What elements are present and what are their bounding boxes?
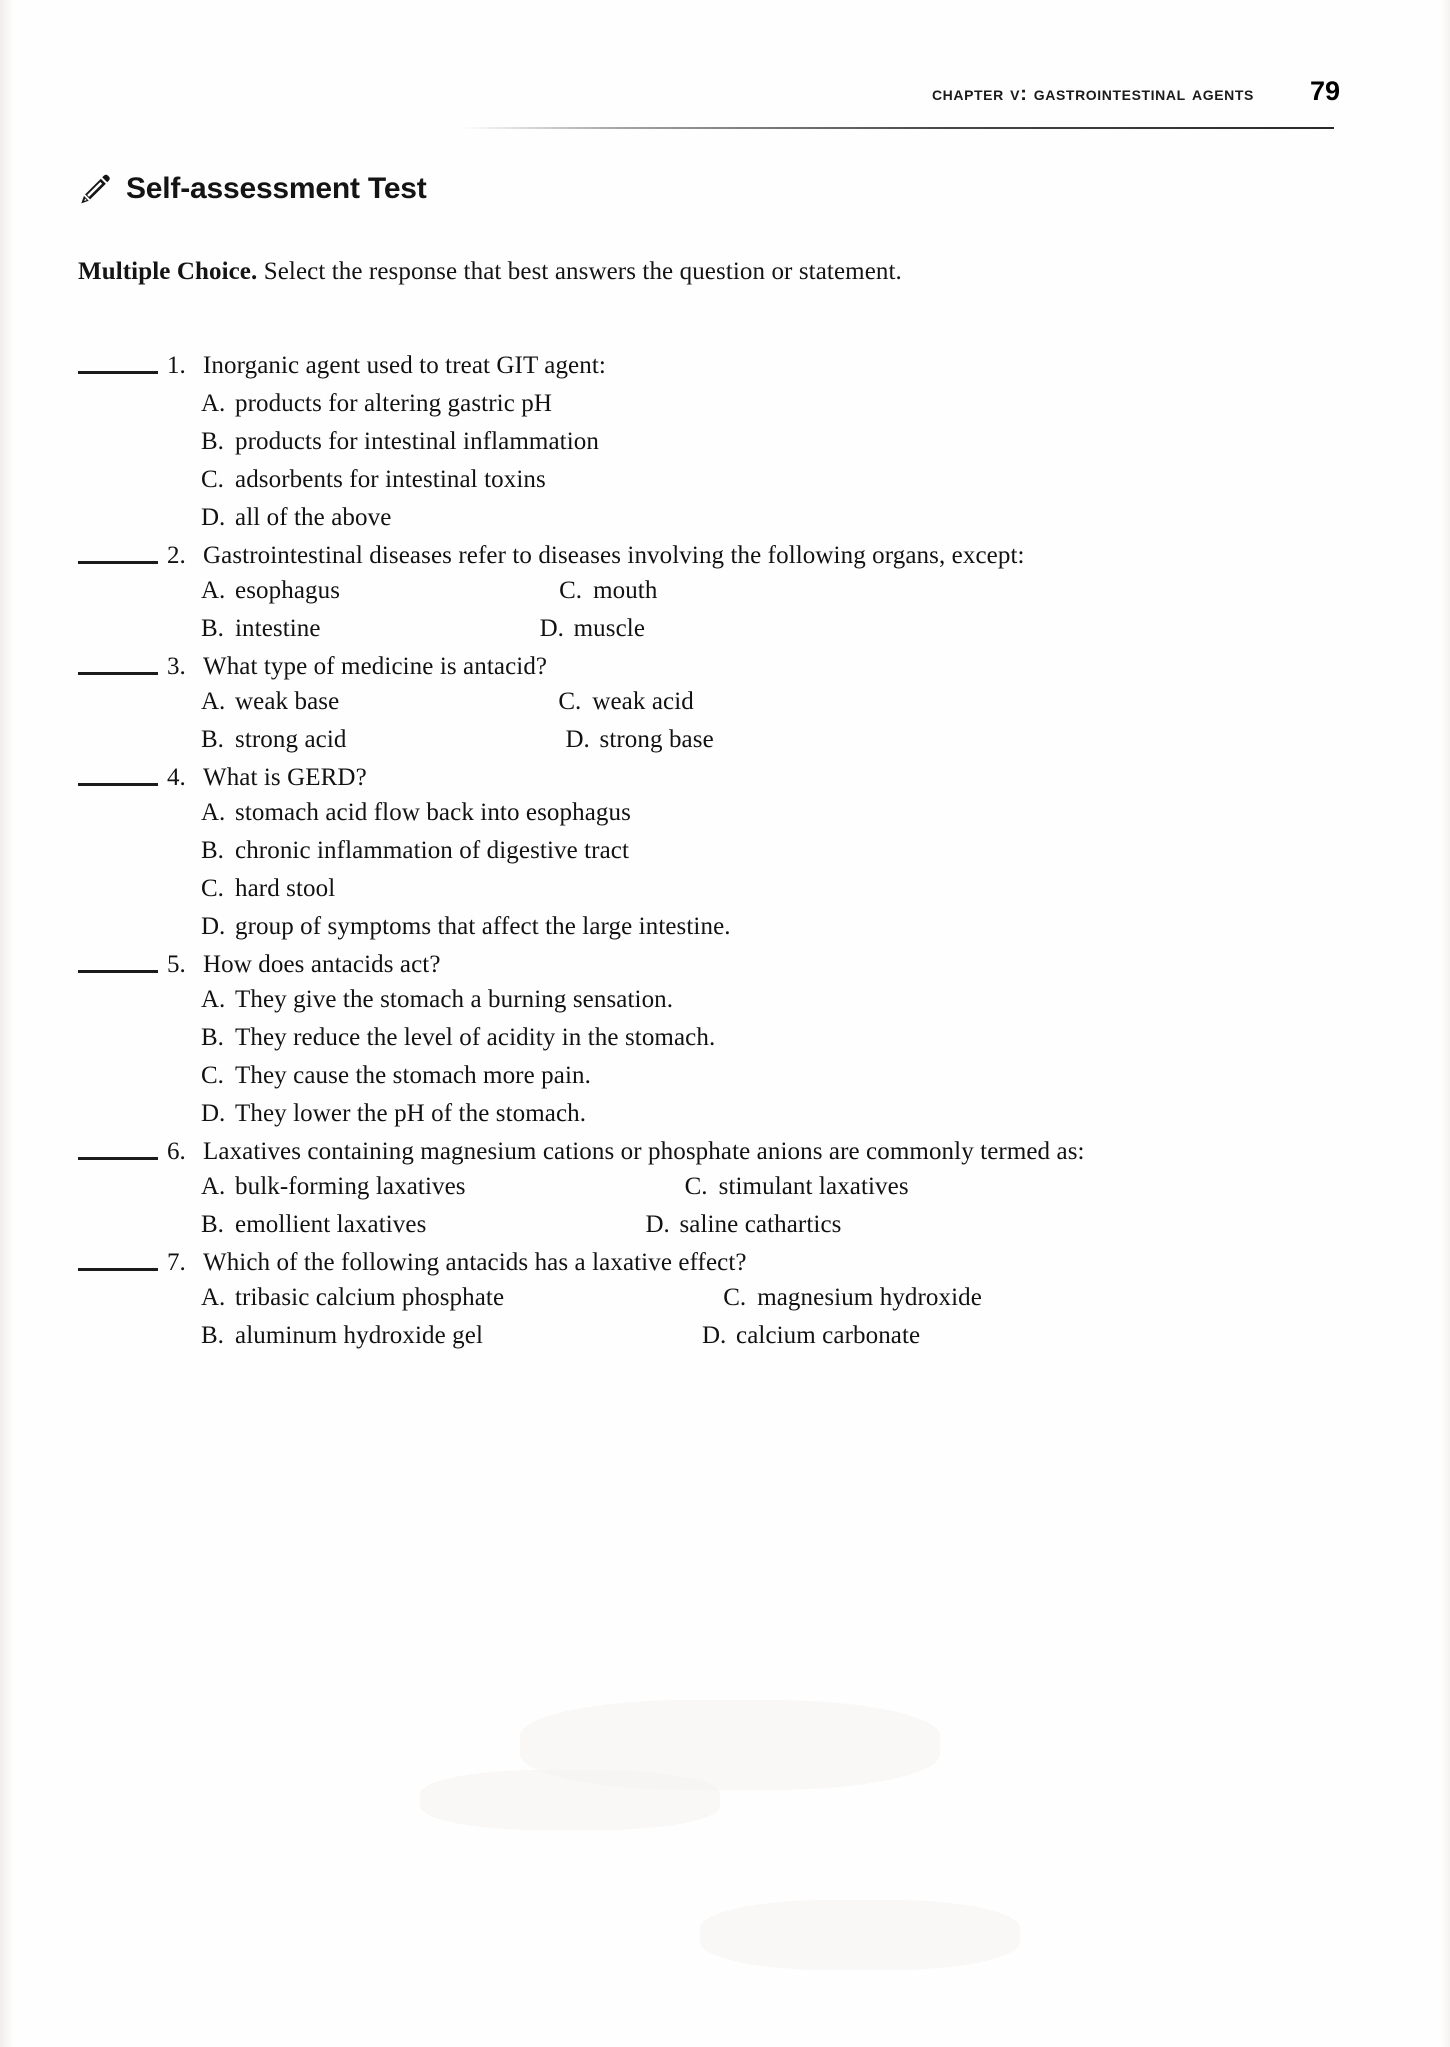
instructions-line	[78, 258, 902, 286]
option-letter: D.	[201, 504, 226, 531]
option-row	[78, 1173, 1348, 1201]
option-letter: A.	[201, 1284, 226, 1311]
question-number: 4.	[167, 764, 186, 791]
option-letter: B.	[201, 837, 224, 864]
option-text: all of the above	[235, 504, 392, 531]
instructions-text: Select the response that best answers the question or statement.	[257, 258, 902, 285]
option-letter: A.	[201, 1173, 226, 1200]
option-group	[78, 1284, 1348, 1350]
option-letter: D.	[201, 1100, 226, 1127]
option-item[interactable]	[78, 577, 340, 605]
answer-blank[interactable]	[78, 1268, 158, 1271]
option-item[interactable]	[78, 726, 347, 754]
option-letter: B.	[201, 615, 224, 642]
option-letter: B.	[201, 1211, 224, 1238]
option-letter: A.	[201, 688, 226, 715]
answer-blank[interactable]	[78, 371, 158, 374]
option-letter: A.	[201, 799, 226, 826]
option-text: products for intestinal inflammation	[235, 428, 599, 455]
question-item	[78, 542, 1348, 643]
option-item[interactable]	[466, 1173, 909, 1201]
option-text: They cause the stomach more pain.	[235, 1062, 591, 1089]
question-header	[78, 352, 1348, 380]
question-number: 1.	[167, 352, 186, 379]
option-item[interactable]	[78, 504, 1348, 532]
option-item[interactable]	[347, 726, 714, 754]
option-text: weak base	[235, 688, 340, 715]
option-item[interactable]	[504, 1284, 982, 1312]
option-letter: D.	[539, 615, 564, 642]
option-item[interactable]	[321, 615, 645, 643]
option-letter: A.	[201, 577, 226, 604]
question-text: Which of the following antacids has a laxative effect?	[203, 1249, 747, 1276]
option-text: weak acid	[592, 688, 694, 715]
option-item[interactable]	[78, 615, 321, 643]
answer-blank[interactable]	[78, 970, 158, 973]
scan-artifact	[700, 1900, 1020, 1970]
option-text: stimulant laxatives	[718, 1173, 909, 1200]
answer-blank[interactable]	[78, 1157, 158, 1160]
question-text: Gastrointestinal diseases refer to diseases involving the following organs, except:	[203, 542, 1025, 569]
option-group	[78, 577, 1348, 643]
option-row	[78, 577, 1348, 605]
question-item	[78, 1138, 1348, 1239]
scan-edge-right	[1440, 0, 1450, 2047]
section-heading	[78, 172, 427, 206]
option-letter: B.	[201, 1024, 224, 1051]
question-header	[78, 1249, 1348, 1277]
option-item[interactable]	[483, 1322, 920, 1350]
option-group	[78, 1173, 1348, 1239]
question-text: What type of medicine is antacid?	[203, 653, 548, 680]
option-row	[78, 1284, 1348, 1312]
option-text: chronic inflammation of digestive tract	[235, 837, 630, 864]
scan-artifact	[520, 1700, 940, 1790]
scan-edge-left	[0, 0, 14, 2047]
option-text: muscle	[573, 615, 646, 642]
question-item	[78, 951, 1348, 1128]
option-letter: D.	[201, 913, 226, 940]
running-head	[420, 76, 1340, 107]
option-letter: C.	[201, 466, 224, 493]
answer-blank[interactable]	[78, 672, 158, 675]
option-text: They lower the pH of the stomach.	[235, 1100, 587, 1127]
option-item[interactable]	[78, 428, 1348, 456]
option-group	[78, 688, 1348, 754]
option-text: magnesium hydroxide	[757, 1284, 982, 1311]
option-letter: C.	[201, 875, 224, 902]
option-group	[78, 986, 1348, 1128]
answer-blank[interactable]	[78, 561, 158, 564]
option-text: aluminum hydroxide gel	[235, 1322, 483, 1349]
question-text: How does antacids act?	[203, 951, 441, 978]
answer-blank[interactable]	[78, 783, 158, 786]
question-header	[78, 951, 1348, 979]
question-item	[78, 653, 1348, 754]
question-number: 2.	[167, 542, 186, 569]
question-number: 3.	[167, 653, 186, 680]
question-header	[78, 542, 1348, 570]
question-number: 7.	[167, 1249, 186, 1276]
option-text: mouth	[593, 577, 658, 604]
option-item[interactable]	[78, 799, 1348, 827]
option-item[interactable]	[78, 1024, 1348, 1052]
question-header	[78, 1138, 1348, 1166]
question-text: Laxatives containing magnesium cations or phosphate anions are commonly termed as:	[203, 1138, 1085, 1165]
option-text: stomach acid flow back into esophagus	[235, 799, 631, 826]
instructions-label: Multiple Choice.	[78, 258, 258, 285]
question-item	[78, 1249, 1348, 1350]
question-item	[78, 764, 1348, 941]
option-item[interactable]	[78, 986, 1348, 1014]
option-item[interactable]	[78, 1322, 483, 1350]
option-letter: D.	[565, 726, 590, 753]
question-header	[78, 764, 1348, 792]
question-text: Inorganic agent used to treat GIT agent:	[203, 352, 606, 379]
option-text: They give the stomach a burning sensation.	[235, 986, 674, 1013]
option-item[interactable]	[78, 1062, 1348, 1090]
question-number: 5.	[167, 951, 186, 978]
option-row	[78, 726, 1348, 754]
option-letter: B.	[201, 428, 224, 455]
option-letter: C.	[558, 688, 582, 715]
option-item[interactable]	[78, 390, 1348, 418]
option-item[interactable]	[78, 1211, 426, 1239]
option-text: products for altering gastric pH	[235, 390, 552, 417]
option-text: hard stool	[235, 875, 336, 902]
option-text: intestine	[235, 615, 321, 642]
option-item[interactable]	[78, 837, 1348, 865]
question-number: 6.	[167, 1138, 186, 1165]
option-item[interactable]	[426, 1211, 841, 1239]
option-row	[78, 1322, 1348, 1350]
option-item[interactable]	[78, 913, 1348, 941]
option-letter: A.	[201, 390, 226, 417]
option-item[interactable]	[78, 875, 1348, 903]
option-row	[78, 1211, 1348, 1239]
option-letter: C.	[201, 1062, 224, 1089]
option-row	[78, 688, 1348, 716]
option-group	[78, 799, 1348, 941]
option-item[interactable]	[78, 1284, 504, 1312]
option-item[interactable]	[340, 577, 657, 605]
option-text: They reduce the level of acidity in the stomach.	[235, 1024, 716, 1051]
chapter-title: chapter v: gastrointestinal agents	[931, 82, 1254, 105]
option-item[interactable]	[78, 688, 339, 716]
question-header	[78, 653, 1348, 681]
option-letter: A.	[201, 986, 226, 1013]
option-letter: C.	[723, 1284, 747, 1311]
option-letter: D.	[702, 1322, 727, 1349]
option-text: emollient laxatives	[235, 1211, 427, 1238]
page-number: 79	[1309, 76, 1340, 106]
option-text: calcium carbonate	[736, 1322, 921, 1349]
option-text: strong acid	[235, 726, 347, 753]
option-letter: B.	[201, 726, 224, 753]
option-text: group of symptoms that affect the large intestine.	[235, 913, 731, 940]
option-item[interactable]	[339, 688, 694, 716]
option-letter: B.	[201, 1322, 224, 1349]
option-group	[78, 390, 1348, 532]
option-item[interactable]	[78, 1100, 1348, 1128]
option-text: strong base	[599, 726, 714, 753]
question-text: What is GERD?	[203, 764, 367, 791]
pencil-icon	[78, 172, 112, 206]
option-text: saline cathartics	[679, 1211, 842, 1238]
option-letter: C.	[684, 1173, 708, 1200]
question-list	[78, 352, 1348, 1360]
option-letter: C.	[559, 577, 582, 604]
header-divider	[462, 127, 1334, 129]
section-title: Self-assessment Test	[126, 172, 427, 205]
option-item[interactable]	[78, 1173, 466, 1201]
option-text: adsorbents for intestinal toxins	[235, 466, 546, 493]
option-row	[78, 615, 1348, 643]
option-text: esophagus	[235, 577, 341, 604]
option-item[interactable]	[78, 466, 1348, 494]
scan-artifact	[420, 1770, 720, 1830]
option-text: bulk-forming laxatives	[235, 1173, 466, 1200]
option-letter: D.	[645, 1211, 670, 1238]
option-text: tribasic calcium phosphate	[235, 1284, 505, 1311]
question-item	[78, 352, 1348, 532]
